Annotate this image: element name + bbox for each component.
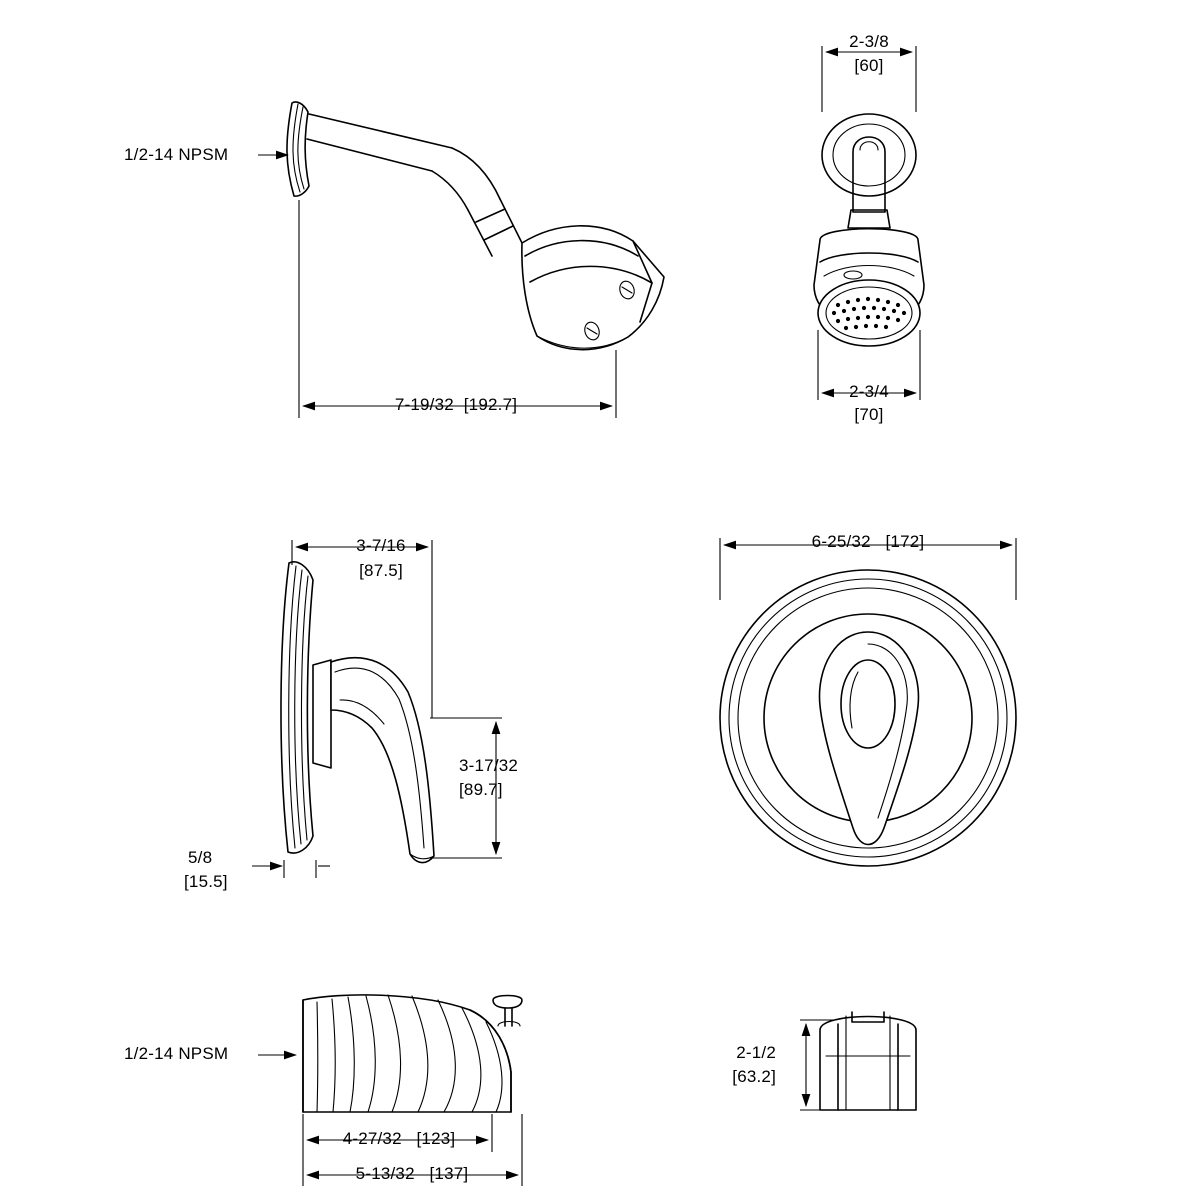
spout-height-label-in: 2-1/2 <box>736 1043 776 1062</box>
spout-length-a-label: 4-27/32 [123] <box>342 1129 456 1148</box>
trim-projection-label-mm: [87.5] <box>359 561 403 580</box>
showerhead-face-label-mm: [70] <box>854 405 884 424</box>
showerhead-side-geometry <box>287 102 664 350</box>
showerhead-reach-label: 7-19/32 [192.7] <box>394 395 518 414</box>
showerhead-depth-label-in: 2-3/8 <box>849 32 889 51</box>
valve-trim-front-geometry <box>720 570 1016 866</box>
showerhead-thread-label: 1/2-14 NPSM <box>124 145 229 164</box>
trim-plate-thickness-dimension <box>252 860 330 878</box>
valve-trim-side-geometry <box>281 562 434 863</box>
trim-projection-label-in: 3-7/16 <box>356 536 406 555</box>
spout-length-b-label: 5-13/32 [137] <box>355 1164 469 1183</box>
trim-diameter-label: 6-25/32 [172] <box>811 532 925 551</box>
spout-height-label-mm: [63.2] <box>732 1067 776 1086</box>
showerhead-face-label-in: 2-3/4 <box>849 382 889 401</box>
tub-spout-side-geometry <box>303 995 522 1112</box>
spout-thread-label: 1/2-14 NPSM <box>124 1044 229 1063</box>
trim-handle-height-label-mm: [89.7] <box>459 780 503 799</box>
trim-plate-thickness-label-mm: [15.5] <box>184 872 228 891</box>
trim-handle-height-label-in: 3-17/32 <box>459 756 519 775</box>
trim-plate-thickness-label-in: 5/8 <box>188 848 213 867</box>
tub-spout-end-geometry <box>820 1012 916 1110</box>
showerhead-front-geometry <box>814 114 924 346</box>
showerhead-depth-label-mm: [60] <box>854 56 884 75</box>
